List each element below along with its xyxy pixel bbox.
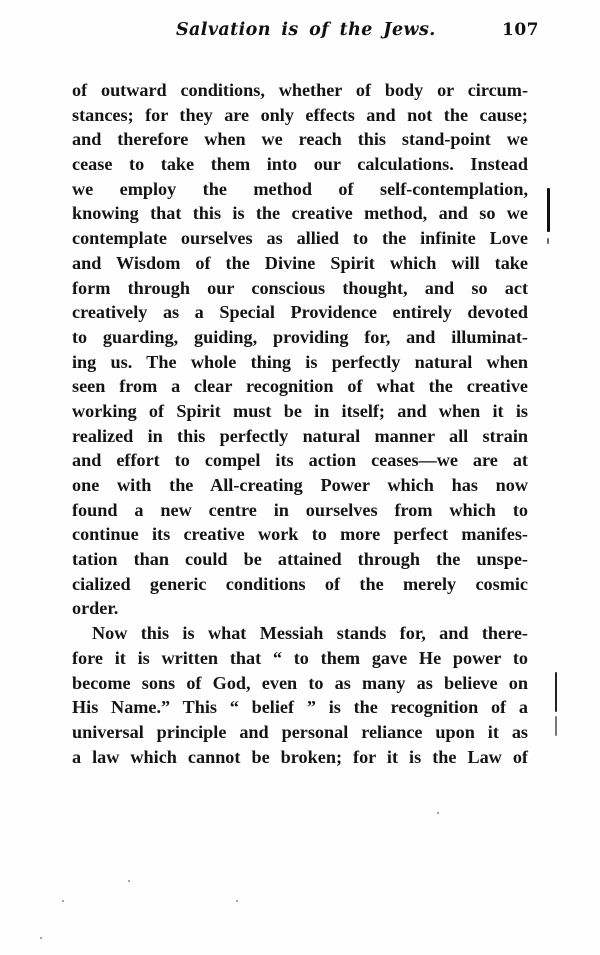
body-text: [72, 78, 528, 769]
text-line: one with the All-creating Power which has now: [72, 475, 528, 495]
margin-mark: [547, 238, 549, 244]
text-line: working of Spirit must be in itself; and when it is: [72, 400, 528, 421]
text-line: fore it is written that “ to them gave He power to: [72, 647, 528, 668]
text-line: we employ the method of self-contemplation,: [72, 178, 528, 199]
text-line: and therefore when we reach this stand-point we: [72, 129, 528, 150]
text-line: seen from a clear recognition of what the creative: [72, 376, 528, 397]
paragraph-1: [72, 78, 528, 621]
text-line: universal principle and personal reliance upon it as: [72, 721, 528, 742]
scan-speck: [236, 900, 238, 902]
text-line: and Wisdom of the Divine Spirit which will take: [72, 252, 528, 273]
paragraph-2: [72, 621, 528, 769]
text-line: ing us. The whole thing is perfectly natural when: [72, 351, 528, 372]
text-line: continue its creative work to more perfect manifes-: [72, 524, 528, 545]
text-line: realized in this perfectly natural manner all strain: [72, 425, 528, 446]
text-line: found a new centre in ourselves from which to: [72, 499, 528, 520]
scan-speck: [62, 900, 64, 902]
margin-mark: [555, 672, 557, 712]
text-line: become sons of God, even to as many as believe on: [72, 672, 528, 693]
text-line: cialized generic conditions of the merely cosmic: [72, 573, 528, 594]
text-line: cease to take them into our calculations. Instead: [72, 154, 528, 175]
text-line: stances; for they are only effects and not the cause;: [72, 104, 528, 125]
page-number: 107: [502, 20, 539, 40]
margin-mark: [555, 716, 557, 736]
text-line: and effort to compel its action ceases—we are at: [72, 450, 528, 471]
text-line: His Name.” This “ belief ” is the recognition of a: [72, 697, 528, 718]
text-line: to guarding, guiding, providing for, and illuminat-: [72, 326, 528, 347]
text-line: creatively as a Special Providence entirely devoted: [72, 302, 528, 323]
text-line: a law which cannot be broken; for it is the Law of: [72, 746, 528, 767]
text-line: tation than could be attained through the unspe-: [72, 549, 528, 570]
running-title: Salvation is of the Jews.: [176, 20, 436, 40]
scan-speck: [40, 937, 42, 939]
text-line: order.: [72, 598, 119, 619]
text-line: of outward conditions, whether of body or circum-: [72, 80, 528, 100]
text-line: form through our conscious thought, and so act: [72, 277, 528, 298]
text-line: contemplate ourselves as allied to the infinite Love: [72, 228, 528, 249]
margin-mark: [547, 188, 550, 232]
text-line: knowing that this is the creative method, and so we: [72, 203, 528, 224]
scan-speck: [437, 812, 439, 814]
text-line: Now this is what Messiah stands for, and there-: [92, 623, 528, 644]
running-head: [176, 14, 540, 48]
scan-speck: [128, 880, 130, 882]
